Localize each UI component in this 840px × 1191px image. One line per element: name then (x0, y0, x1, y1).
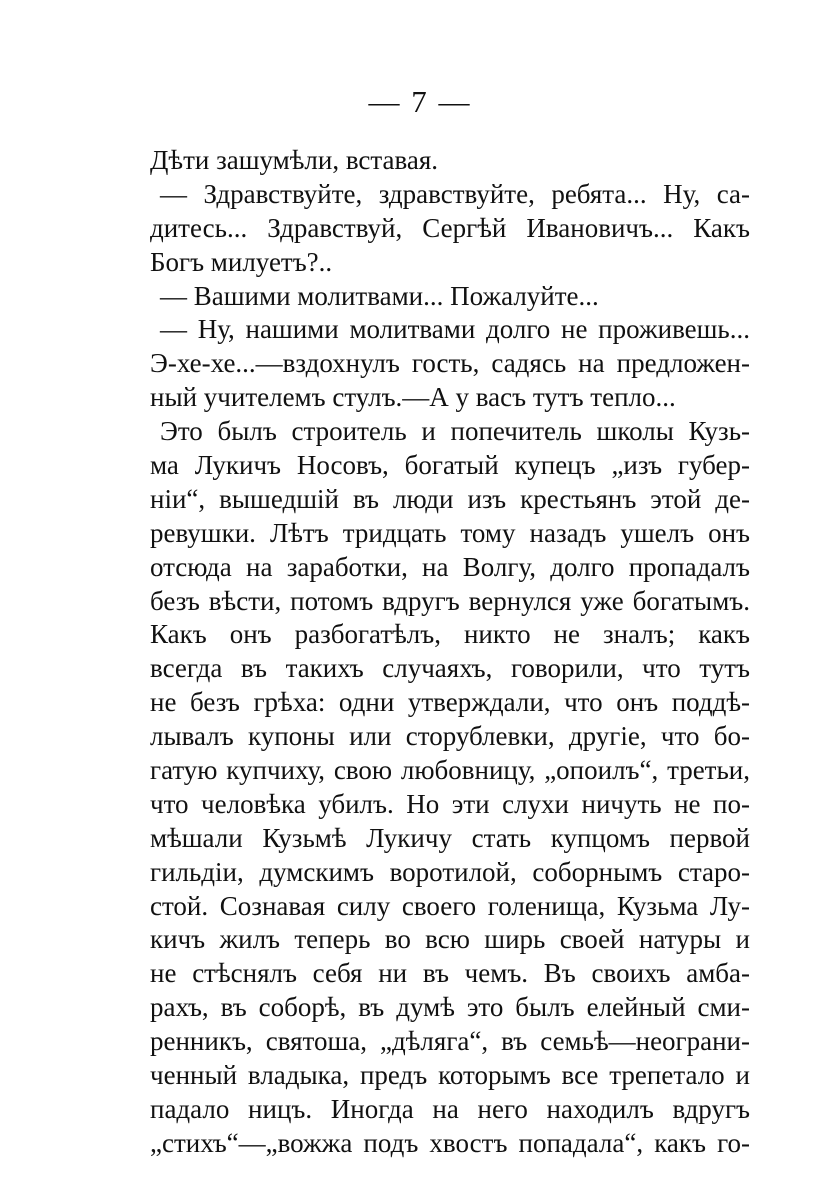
page-number: — 7 — (368, 84, 472, 119)
text-line: Э-хе-хе...—вздохнулъ гость, садясь на предложен- (150, 348, 750, 379)
text-line: Богъ милуетъ?.. (150, 246, 333, 277)
text-line: Это былъ строитель и попечитель школы Кузь- (160, 416, 750, 447)
text-line: гатую купчиху, свою любовницу, „опоилъ“, третьи, (150, 755, 750, 786)
text-line: — Ну, нашими молитвами долго не проживешь... (160, 314, 750, 345)
text-line: не безъ грѣха: одни утверждали, что онъ поддѣ- (150, 687, 750, 718)
text-line: ный учителемъ стулъ.—А у васъ тутъ тепло... (150, 382, 676, 413)
text-line: Какъ онъ разбогатѣлъ, никто не зналъ; какъ (150, 619, 750, 650)
text-line: — Здравствуйте, здравствуйте, ребята... Ну, са- (160, 178, 750, 209)
text-line: падало ницъ. Иногда на него находилъ вдругъ (150, 1093, 750, 1124)
text-line: ревушки. Лѣтъ тридцать тому назадъ ушелъ онъ (150, 517, 750, 548)
body-text (150, 144, 750, 1161)
text-line: — Вашими молитвами... Пожалуйте... (160, 280, 599, 311)
text-line: всегда въ такихъ случаяхъ, говорили, что тутъ (150, 653, 750, 684)
text-line: отсюда на заработки, на Волгу, долго пропадалъ (150, 551, 750, 582)
text-line: гильдіи, думскимъ воротилой, соборнымъ старо- (150, 856, 750, 887)
text-line: лывалъ купоны или сторублевки, другіе, что бо- (150, 721, 750, 752)
text-line: кичъ жилъ теперь во всю ширь своей натуры и (150, 924, 750, 955)
text-line: не стѣснялъ себя ни въ чемъ. Въ своихъ амба- (150, 958, 750, 989)
text-line: „стихъ“—„вожжа подъ хвостъ попадала“, какъ го- (150, 1127, 750, 1158)
text-line: что человѣка убилъ. Но эти слухи ничуть не по- (150, 788, 750, 819)
text-line: Дѣти зашумѣли, вставая. (150, 145, 439, 175)
text-line: безъ вѣсти, потомъ вдругъ вернулся уже богатымъ. (150, 585, 750, 616)
text-line: ренникъ, святоша, „дѣляга“, въ семьѣ—неограни- (150, 1026, 750, 1057)
text-line: ніи“, вышедшій въ люди изъ крестьянъ этой де- (150, 483, 750, 514)
text-line: мѣшали Кузьмѣ Лукичу стать купцомъ первой (150, 822, 750, 853)
text-line: дитесь... Здравствуй, Сергѣй Ивановичъ... Какъ (150, 212, 750, 243)
text-line: ченный владыка, предъ которымъ все трепетало и (150, 1060, 750, 1091)
text-line: ма Лукичъ Носовъ, богатый купецъ „изъ губер- (150, 450, 750, 481)
text-line: стой. Сознавая силу своего голенища, Кузьма Лу- (150, 890, 750, 921)
text-line: рахъ, въ соборѣ, въ думѣ это былъ елейный сми- (150, 992, 750, 1023)
